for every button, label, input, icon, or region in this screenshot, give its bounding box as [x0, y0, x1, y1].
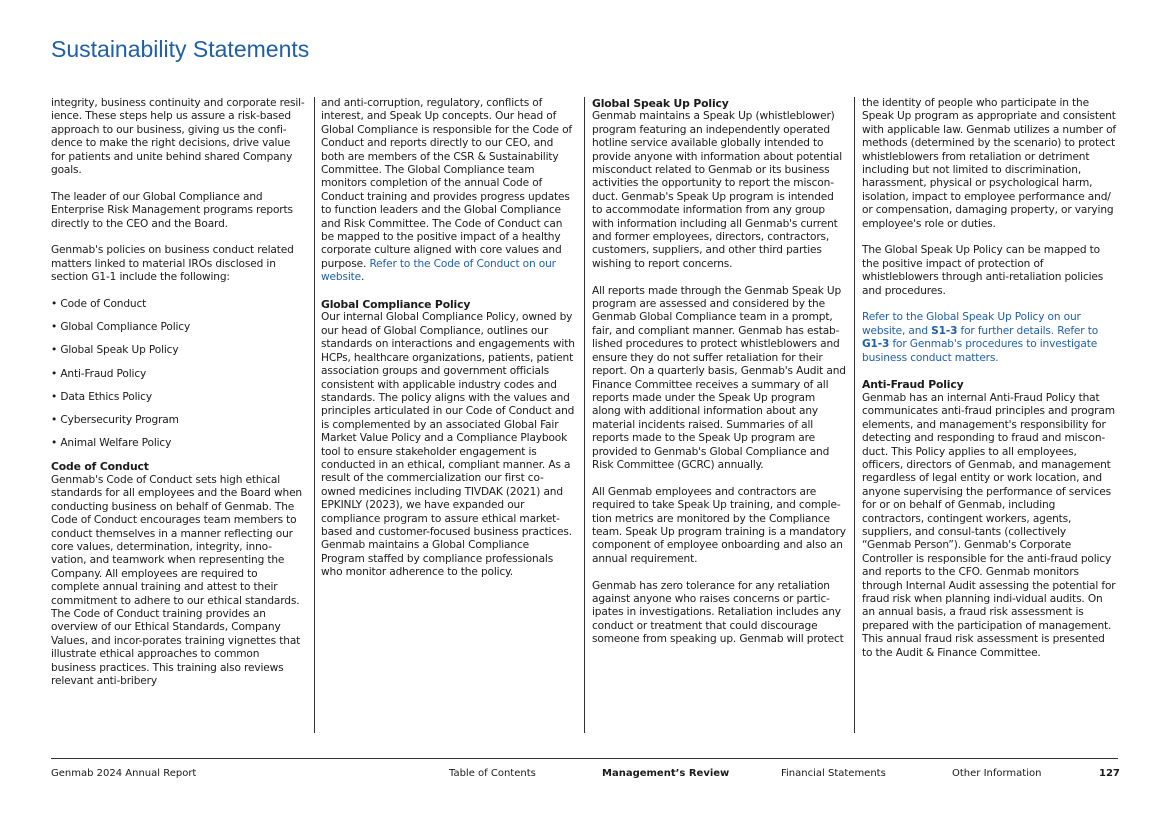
code-of-conduct-link[interactable]: Refer to the Code of Conduct on our website: [321, 257, 556, 284]
s1-3-link[interactable]: [931, 325, 957, 337]
page-title: Sustainability Statements: [51, 36, 310, 62]
paragraph: Genmab has zero tolerance for any retaliation against anyone who raises concerns or partic-ipates in investigations. Retaliation includes any conduct or treatment that could discourage someone from speaking up. Genmab will protect: [592, 579, 844, 646]
g1-3-label: G1-3: [862, 338, 890, 351]
section-heading: Anti-Fraud Policy: [862, 378, 964, 392]
column-divider: [854, 97, 855, 733]
footer-divider: [51, 758, 1118, 759]
list-item: • Global Compliance Policy: [51, 321, 305, 334]
list-item: • Cybersecurity Program: [51, 414, 305, 427]
paragraph: The Global Speak Up Policy can be mapped to the positive impact of protection of whistleblowers through anti-retaliation policies and procedures.: [862, 244, 1104, 297]
s1-3-label: S1-3: [931, 324, 958, 337]
paragraph: Our internal Global Compliance Policy, owned by our head of Global Compliance, outlines our standards on interactions and engagements with HCPs, healthcare organizations, patients, patient association groups and government officials consistent with applicable industry codes and standards. The policy aligns with the values and principles articulated in our Code of Conduct and is complemented by an associated Global Fair Market Value Policy and a Compliance Playbook tool to ensure stakeholder engagement is conducted in an ethical, compliant manner. As a result of the commercialization our first co-owned medicines including TIVDAK (2021) and EPKINLY (2023), we have expanded our compliance program to assure ethical market-based and customer-focused business practices. Genmab maintains a Global Compliance Program staffed by compliance professionals who monitor adherence to the policy.: [321, 311, 575, 579]
section-heading: Global Speak Up Policy: [592, 97, 729, 110]
text-column-1: [51, 97, 305, 702]
link-text: for further details. Refer to: [957, 324, 1099, 337]
link-text: for Genmab's procedures to investigate business conduct matters.: [862, 338, 1098, 364]
nav-managements-review[interactable]: Management’s Review: [602, 768, 730, 779]
paragraph: Genmab's Code of Conduct sets high ethical standards for all employees and the Board when conducting business on behalf of Genmab. The Code of Conduct encourages team members to conduct themselves in a manner reflecting our core values, determination, integrity, inno-vation, and teamwork when representing the Company. All employees are required to complete annual training and attest to their commitment to adhere to our ethical standards. The Code of Conduct training provides an overview of our Ethical Standards, Company Values, and incor-porates training vignettes that illustrate ethical approaches to common business practices. This training also reviews relevant anti-bribery: [51, 473, 302, 687]
nav-table-of-contents[interactable]: Table of Contents: [449, 768, 536, 779]
paragraph: the identity of people who participate in the Speak Up program as appropriate and consistent with applicable law. Genmab utilizes a number of methods (determined by the scenario) to protect whistleblowers from retaliation or detriment including but not limited to discrimination, harassment, physical or psychological harm, isolation, impact to employee performance and/ or compensation, damaging property, or varying employee's role or duties.: [862, 97, 1116, 230]
paragraph: The leader of our Global Compliance and Enterprise Risk Management programs reports directly to the CEO and the Board.: [51, 190, 293, 230]
nav-other-information[interactable]: Other Information: [952, 768, 1042, 779]
text-column-4: [862, 97, 1116, 673]
text-column-2: [321, 97, 575, 593]
paragraph: Genmab's policies on business conduct related matters linked to material IROs disclosed in section G1-1 include the following:: [51, 244, 294, 284]
text-column-3: [592, 97, 846, 660]
paragraph: Genmab has an internal Anti-Fraud Policy that communicates anti-fraud principles and program elements, and management's responsibility for detecting and responding to fraud and miscon-duct. This Policy applies to all employees, officers, directors of Genmab, and management regardless of legal entity or work location, and anyone supervising the performance of services for or on behalf of Genmab, including contractors, contingent workers, agents, suppliers, and consul-tants (collectively “Genmab Person”). Genmab's Corporate Controller is responsible for the anti-fraud policy and reports to the CFO. Genmab monitors through Internal Audit assessing the potential for fraud risk when planning indi-vidual audits. On an annual basis, a fraud risk assessment is prepared with the participation of management. This annual fraud risk assessment is presented to the Audit & Finance Committee.: [862, 391, 1116, 659]
paragraph: [321, 97, 575, 285]
policy-list: [51, 298, 305, 451]
page-number: 127: [1099, 768, 1120, 779]
paragraph-text: and anti-corruption, regulatory, conflicts of interest, and Speak Up concepts. Our head of Global Compliance is responsible for the Code of Conduct and reports directly to our CEO, and both are members of the CSR & Sustainability Committee. The Global Compliance team monitors completion of the annual Code of Conduct training and provides progress updates to function leaders and the Global Compliance and Risk Committee. The Code of Conduct can be mapped to the positive impact of a healthy corporate culture aligned with core values and purpose.: [321, 97, 572, 270]
list-item: • Data Ethics Policy: [51, 391, 305, 404]
column-divider: [314, 97, 315, 733]
column-divider: [584, 97, 585, 733]
reference-paragraph: [862, 311, 1116, 365]
paragraph: All reports made through the Genmab Speak Up program are assessed and considered by the Genmab Global Compliance team in a prompt, fair, and compliant manner. Genmab has estab-lished procedures to protect whistleblowers and ensure they do not suffer retaliation for their report. On a quarterly basis, Genmab's Audit and Finance Committee receives a summary of all reports made under the Speak Up program along with additional information about any material incidents raised. Summaries of all reports made to the Speak Up program are provided to Genmab's Global Compliance and Risk Committee (GCRC) annually.: [592, 284, 846, 471]
list-item: • Animal Welfare Policy: [51, 437, 305, 450]
section-heading: Global Compliance Policy: [321, 298, 471, 312]
list-item: • Anti-Fraud Policy: [51, 368, 305, 381]
nav-financial-statements[interactable]: Financial Statements: [781, 768, 886, 779]
section-heading: Code of Conduct: [51, 460, 149, 474]
speak-up-policy-link[interactable]: Refer to the Global Speak Up Policy on our website, and: [862, 311, 1081, 337]
list-item: • Code of Conduct: [51, 298, 305, 311]
g1-3-link[interactable]: [862, 338, 889, 350]
report-name: Genmab 2024 Annual Report: [51, 768, 197, 779]
list-item: • Global Speak Up Policy: [51, 344, 305, 357]
paragraph: Genmab maintains a Speak Up (whistleblower) program featuring an independently operated hotline service available globally intended to provide anyone with information about potential misconduct related to Genmab or its business activities the opportunity to report the miscon-duct. Genmab's Speak Up program is intended to accommodate information from any group with information including all Genmab's current and former employees, directors, contractors, customers, suppliers, and other third parties wishing to report concerns.: [592, 110, 843, 270]
paragraph: All Genmab employees and contractors are required to take Speak Up training, and comple-tion metrics are monitored by the Compliance team. Speak Up program training is a mandatory component of employee onboarding and also an annual requirement.: [592, 485, 846, 565]
paragraph: integrity, business continuity and corporate resil-ience. These steps help us assure a risk-based approach to our business, giving us the confi-dence to make the right decisions, drive value for patients and unite behind shared Company goals.: [51, 97, 305, 177]
paragraph-text: .: [361, 271, 365, 284]
